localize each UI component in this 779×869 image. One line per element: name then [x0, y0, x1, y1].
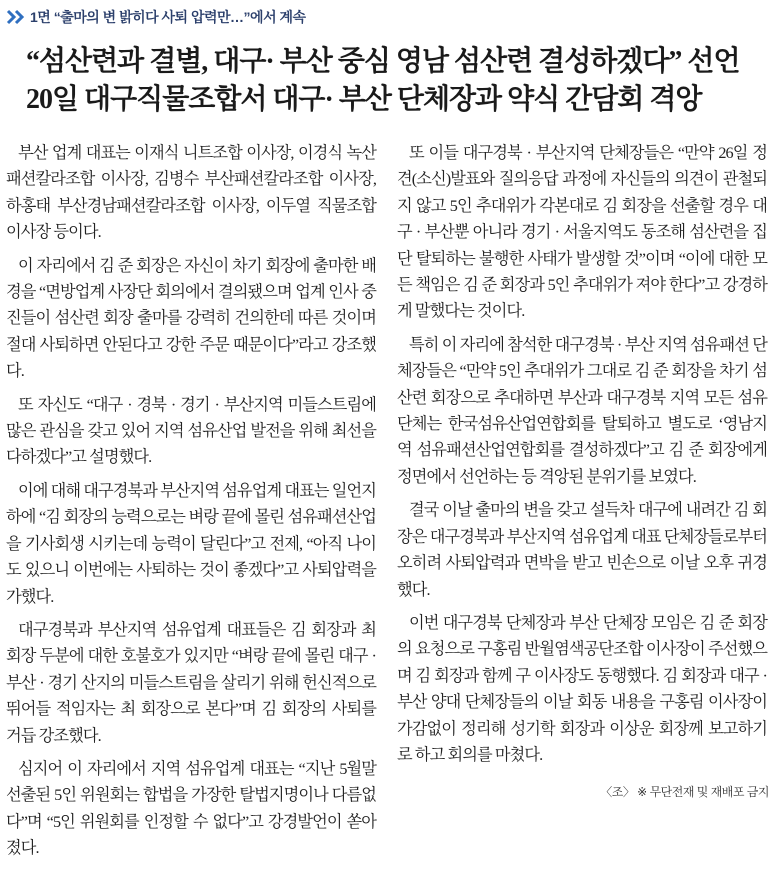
headline-subtitle: 20일 대구직물조합서 대구· 부산 단체장과 약식 간담회 격앙	[26, 84, 702, 115]
paragraph: 이번 대구경북 단체장과 부산 단체장 모임은 김 준 회장의 요청으로 구홍림 반월염색공단조합 이사장이 주선했으며 김 회장과 함께 구 이사장도 동행했다. 김 회장과 대구 · 부산 양대 단체장들의 이날 회동 내용을 구홍림 이사장이 가감없이 정리해 성기학 회장과 이상운 회장께 보고하기로 하고 회의를 마쳤다.	[397, 613, 767, 764]
continued-text: 1면 “출마의 변 밝히다 사퇴 압력만…”에서 계속	[30, 9, 306, 25]
double-chevron-right-icon	[6, 9, 26, 25]
paragraph: 또 자신도 “대구 · 경북 · 경기 · 부산지역 미들스트림에 많은 관심을 갖고 있어 지역 섬유산업 발전을 위해 최선을 다하겠다”고 설명했다.	[6, 395, 376, 467]
paragraph: 결국 이날 출마의 변을 갖고 설득차 대구에 내려간 김 회장은 대구경북과 부산지역 섬유업계 대표 단체장들로부터 오히려 사퇴압력과 면박을 받고 빈손으로 이날 오후 귀경했다.	[397, 501, 767, 599]
headline-title: “섬산련과 결별, 대구· 부산 중심 영남 섬산련 결성하겠다” 선언	[26, 46, 740, 77]
headline	[26, 44, 766, 118]
copyright-note: 〈조〉 ※ 무단전재 및 재배포 금지	[600, 785, 769, 799]
article-column-left	[6, 140, 376, 869]
article-body	[0, 140, 779, 858]
paragraph: 대구경북과 부산지역 섬유업계 대표들은 김 회장과 최 회장 두분에 대한 호불호가 있지만 “벼랑 끝에 몰린 대구 · 부산 · 경기 산지의 미들스트림을 살리기 위해 헌신적으로 뛰어들 적임자는 최 회장으로 본다”며 김 회장의 사퇴를 거듭 강조했다.	[6, 620, 376, 745]
paragraph: 또 이들 대구경북 · 부산지역 단체장들은 “만약 26일 정견(소신)발표와 질의응답 과정에 자신들의 의견이 관철되지 않고 5인 추대위가 각본대로 김 회장을 선출할 경우 대구 · 부산뿐 아니라 경기 · 서울지역도 동조해 섬산련을 집단 탈퇴하는 불행한 사태가 발생할 것”이며 “이에 대한 모든 책임은 김 준 회장과 5인 추대위가 져야 한다”고 강경하게 말했다는 것이다.	[397, 144, 767, 321]
article-column-right	[397, 140, 767, 775]
paragraph: 이 자리에서 김 준 회장은 자신이 차기 회장에 출마한 배경을 “면방업계 사장단 회의에서 결의됐으며 업계 인사 중진들이 섬산련 회장 출마를 강력히 건의한데 따른 것이며 절대 사퇴하면 안된다고 강한 주문 때문이다”라고 강조했다.	[6, 256, 376, 381]
paragraph: 특히 이 자리에 참석한 대구경북 · 부산 지역 섬유패션 단체장들은 “만약 5인 추대위가 그대로 김 준 회장을 차기 섬산련 회장으로 추대하면 부산과 대구경북 지역 모든 섬유단체는 한국섬유산업연합회를 탈퇴하고 별도로 ‘영남지역 섬유패션산업연합회를 결성하겠다”고 김 준 회장에게 정면에서 선언하는 등 격앙된 분위기를 보였다.	[397, 335, 767, 486]
paragraph: 심지어 이 자리에서 지역 섬유업계 대표는 “지난 5월말 선출된 5인 위원회는 합법을 가장한 탈법지명이나 다름없다”며 “5인 위원회를 인정할 수 없다”고 강경발언이 쏟아졌다.	[6, 759, 376, 858]
paragraph: 이에 대해 대구경북과 부산지역 섬유업계 대표는 일언지하에 “김 회장의 능력으로는 벼랑 끝에 몰린 섬유패션산업을 기사회생 시키는데 능력이 달린다”고 전제, “아직 나이도 있으니 이번에는 사퇴하는 것이 좋겠다”고 사퇴압력을 가했다.	[6, 481, 376, 606]
paragraph: 부산 업계 대표는 이재식 니트조합 이사장, 이경식 녹산패션칼라조합 이사장, 김병수 부산패션칼라조합 이사장, 하홍태 부산경남패션칼라조합 이사장, 이두열 직물조합 이사장 등이다.	[6, 144, 376, 242]
continued-from-banner[interactable]	[6, 6, 306, 28]
